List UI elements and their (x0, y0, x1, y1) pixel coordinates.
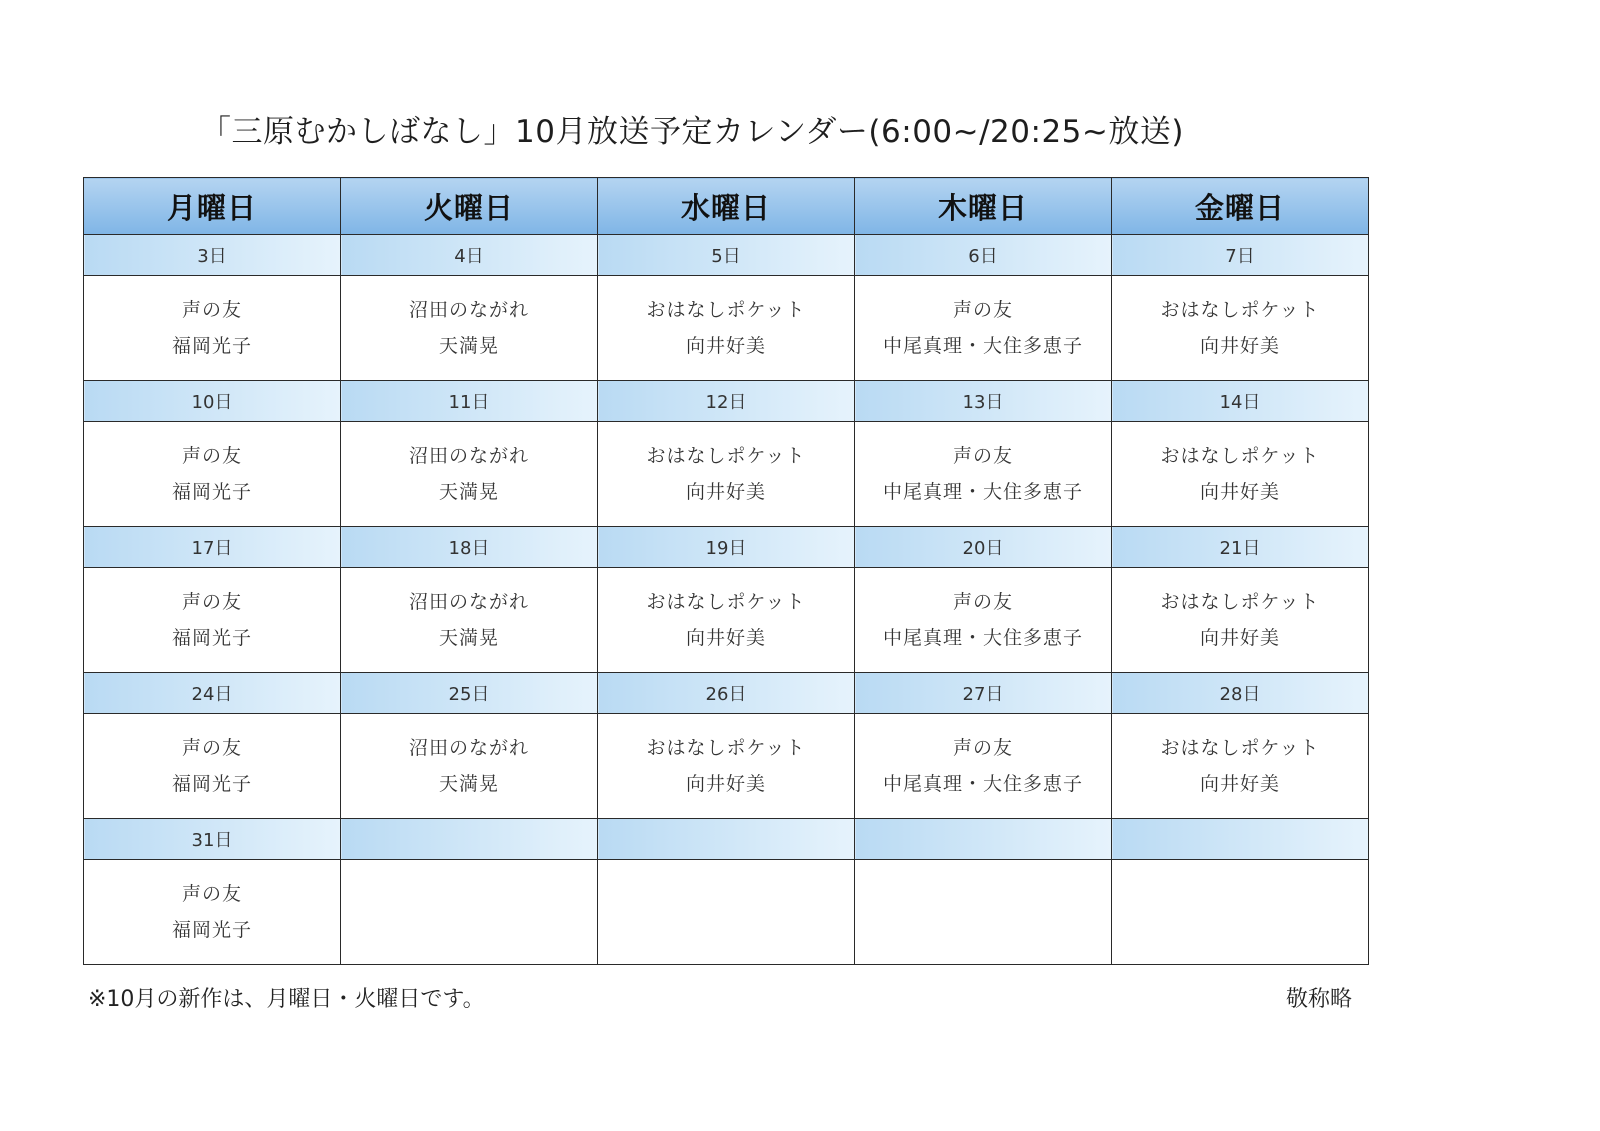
program-cell (855, 860, 1112, 965)
program-performer: 向井好美 (1199, 627, 1280, 649)
weekday-header-monday: 月曜日 (84, 178, 341, 235)
program-performer: 天満晃 (438, 481, 499, 503)
date-cell: 18日 (341, 527, 598, 568)
date-cell: 13日 (855, 381, 1112, 422)
program-cell (855, 276, 1112, 381)
program-performer: 中尾真理・大住多恵子 (882, 335, 1083, 357)
program-title: おはなしポケット (646, 445, 806, 467)
date-cell: 14日 (1112, 381, 1369, 422)
date-cell: 24日 (84, 673, 341, 714)
program-title: 沼田のながれ (408, 299, 529, 321)
program-title: 声の友 (952, 591, 1013, 613)
weekday-header-friday: 金曜日 (1112, 178, 1369, 235)
date-cell: 25日 (341, 673, 598, 714)
date-cell: 6日 (855, 235, 1112, 276)
program-title: 声の友 (952, 737, 1013, 759)
date-cell (341, 819, 598, 860)
program-cell (855, 714, 1112, 819)
program-performer: 福岡光子 (171, 627, 252, 649)
week-4-program-row (84, 714, 1369, 819)
week-3-program-row (84, 568, 1369, 673)
weekday-header-tuesday: 火曜日 (341, 178, 598, 235)
program-cell (84, 860, 341, 965)
week-5-date-row (84, 819, 1369, 860)
program-title: 声の友 (952, 299, 1013, 321)
program-cell (598, 714, 855, 819)
new-episode-footnote: ※10月の新作は、月曜日・火曜日です。 (88, 987, 485, 1012)
program-performer: 向井好美 (1199, 481, 1280, 503)
program-cell (598, 276, 855, 381)
date-cell: 17日 (84, 527, 341, 568)
honorific-omitted-note: 敬称略 (1286, 987, 1353, 1012)
program-cell (855, 422, 1112, 527)
date-cell: 11日 (341, 381, 598, 422)
week-2-program-row (84, 422, 1369, 527)
program-cell (84, 422, 341, 527)
program-cell (341, 860, 598, 965)
program-title: 声の友 (181, 591, 242, 613)
date-cell: 4日 (341, 235, 598, 276)
program-performer: 向井好美 (685, 627, 766, 649)
program-cell (341, 276, 598, 381)
program-title: おはなしポケット (1160, 299, 1320, 321)
program-title: 沼田のながれ (408, 737, 529, 759)
date-cell: 5日 (598, 235, 855, 276)
program-performer: 天満晃 (438, 627, 499, 649)
date-cell: 31日 (84, 819, 341, 860)
program-cell (598, 568, 855, 673)
program-cell (598, 860, 855, 965)
program-cell (341, 422, 598, 527)
week-1-program-row (84, 276, 1369, 381)
program-performer: 中尾真理・大住多恵子 (882, 627, 1083, 649)
date-cell: 10日 (84, 381, 341, 422)
date-cell: 21日 (1112, 527, 1369, 568)
program-title: 声の友 (181, 445, 242, 467)
date-cell: 20日 (855, 527, 1112, 568)
program-cell (1112, 276, 1369, 381)
program-title: おはなしポケット (646, 299, 806, 321)
program-cell (84, 568, 341, 673)
program-title: 声の友 (181, 299, 242, 321)
date-cell (598, 819, 855, 860)
program-cell (1112, 422, 1369, 527)
program-cell (1112, 568, 1369, 673)
week-4-date-row (84, 673, 1369, 714)
week-2-date-row (84, 381, 1369, 422)
program-title: おはなしポケット (646, 591, 806, 613)
page-title: 「三原むかしばなし」10月放送予定カレンダー(6:00~/20:25~放送) (200, 114, 1184, 150)
program-title: おはなしポケット (1160, 445, 1320, 467)
program-title: 沼田のながれ (408, 445, 529, 467)
program-cell (1112, 860, 1369, 965)
program-title: 声の友 (952, 445, 1013, 467)
program-performer: 中尾真理・大住多恵子 (882, 481, 1083, 503)
broadcast-calendar-table (83, 177, 1369, 965)
date-cell: 19日 (598, 527, 855, 568)
date-cell: 28日 (1112, 673, 1369, 714)
program-performer: 向井好美 (1199, 773, 1280, 795)
program-performer: 天満晃 (438, 773, 499, 795)
program-cell (84, 276, 341, 381)
program-title: おはなしポケット (646, 737, 806, 759)
date-cell: 3日 (84, 235, 341, 276)
program-performer: 福岡光子 (171, 773, 252, 795)
week-3-date-row (84, 527, 1369, 568)
program-performer: 向井好美 (685, 335, 766, 357)
program-cell (1112, 714, 1369, 819)
date-cell: 27日 (855, 673, 1112, 714)
program-title: おはなしポケット (1160, 591, 1320, 613)
date-cell (855, 819, 1112, 860)
week-1-date-row (84, 235, 1369, 276)
program-title: おはなしポケット (1160, 737, 1320, 759)
date-cell (1112, 819, 1369, 860)
program-performer: 福岡光子 (171, 919, 252, 941)
program-title: 声の友 (181, 737, 242, 759)
program-performer: 福岡光子 (171, 335, 252, 357)
program-cell (84, 714, 341, 819)
week-5-program-row (84, 860, 1369, 965)
program-performer: 天満晃 (438, 335, 499, 357)
program-performer: 福岡光子 (171, 481, 252, 503)
date-cell: 12日 (598, 381, 855, 422)
program-cell (341, 714, 598, 819)
program-title: 沼田のながれ (408, 591, 529, 613)
date-cell: 7日 (1112, 235, 1369, 276)
program-title: 声の友 (181, 883, 242, 905)
program-cell (341, 568, 598, 673)
weekday-header-thursday: 木曜日 (855, 178, 1112, 235)
program-performer: 向井好美 (685, 481, 766, 503)
program-performer: 向井好美 (685, 773, 766, 795)
program-performer: 中尾真理・大住多恵子 (882, 773, 1083, 795)
weekday-header-row (84, 178, 1369, 235)
date-cell: 26日 (598, 673, 855, 714)
program-cell (598, 422, 855, 527)
program-cell (855, 568, 1112, 673)
weekday-header-wednesday: 水曜日 (598, 178, 855, 235)
program-performer: 向井好美 (1199, 335, 1280, 357)
